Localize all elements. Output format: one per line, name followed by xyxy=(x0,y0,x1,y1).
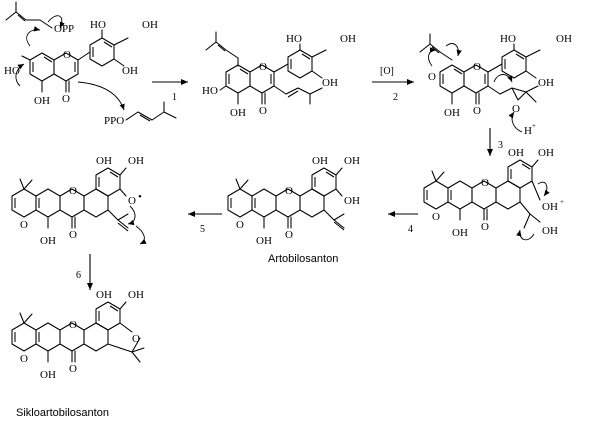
oxonium-charge: + xyxy=(560,198,564,206)
oh-a7-2: HO xyxy=(202,85,218,97)
oh-b4-7: OH xyxy=(128,289,144,301)
epoxide-o: O xyxy=(512,103,520,115)
pyran-o-7: O xyxy=(20,353,28,365)
sikloartobilosanton-label: Sikloartobilosanton xyxy=(16,407,109,419)
step-2-label: 2 xyxy=(393,92,398,103)
step-2-arrow xyxy=(372,66,414,103)
ring-o-4: O xyxy=(481,177,489,189)
ketone-o-4: O xyxy=(481,221,489,233)
ring-o-5: O xyxy=(285,185,293,197)
step-6-arrow xyxy=(76,254,90,290)
oh-b5-3: OH xyxy=(538,77,554,89)
opp-label: OPP xyxy=(54,23,75,35)
oh-b2-3: HO xyxy=(500,33,516,45)
oh-a7: HO xyxy=(4,65,20,77)
ketone-o-7: O xyxy=(69,363,77,375)
o-a7-3: O xyxy=(428,71,436,83)
cyclized-cation-intermediate xyxy=(424,147,564,240)
oh-a5-7: OH xyxy=(40,369,56,381)
artobilosanton-label: Artobilosanton xyxy=(268,253,339,265)
pyran-o-6: O xyxy=(20,219,28,231)
oh-b4: OH xyxy=(142,19,158,31)
oxidant-label: [O] xyxy=(380,66,394,77)
phenoxy-radical-intermediate xyxy=(12,155,144,247)
step-1-label: 1 xyxy=(172,92,177,103)
radical-o: O xyxy=(128,195,136,207)
oh-a5-4: OH xyxy=(452,227,468,239)
step-6-label: 6 xyxy=(76,270,81,281)
step-5-label: 5 xyxy=(200,224,205,235)
oh-b2-6: OH xyxy=(96,155,112,167)
oh-b2-4: OH xyxy=(508,147,524,159)
oh-b4-2: OH xyxy=(340,33,356,45)
oh-a5-2: OH xyxy=(230,107,246,119)
oh-b2-7: OH xyxy=(96,289,112,301)
radical-dot: • xyxy=(138,191,142,203)
oh-a5-5: OH xyxy=(256,235,272,247)
ppo-label: PPO xyxy=(104,115,125,127)
step-4-arrow xyxy=(388,214,418,235)
sikloartobilosanton-structure xyxy=(12,289,144,419)
oh-a5-6: OH xyxy=(40,235,56,247)
oh-b4-6: OH xyxy=(128,155,144,167)
dimethylallyl-pyrophosphate xyxy=(6,2,74,35)
tertiary-oh: OH xyxy=(542,225,558,237)
prenyl-pyrophosphate-lower xyxy=(104,102,176,127)
oh-b2-5: OH xyxy=(312,155,328,167)
pyran-o-4: O xyxy=(432,211,440,223)
step-5-arrow xyxy=(188,214,222,235)
proton-charge: + xyxy=(532,122,536,130)
ketone-o-6: O xyxy=(69,229,77,241)
diprenyl-flavone xyxy=(202,32,356,119)
pyran-o-5: O xyxy=(236,219,244,231)
oxonium-oh: OH xyxy=(542,201,558,213)
ketone-o-3: O xyxy=(473,105,481,117)
ketone-o-5: O xyxy=(285,229,293,241)
oh-b4-3: OH xyxy=(556,33,572,45)
oh-a5-3: OH xyxy=(444,107,460,119)
proton-h: H xyxy=(524,125,532,137)
artobilosanton-structure xyxy=(228,155,360,265)
step-1-arrow xyxy=(152,82,188,103)
ring-o-7: O xyxy=(69,319,77,331)
step-3-label: 3 xyxy=(498,140,503,151)
furan-o: O xyxy=(132,333,140,345)
oh-b5-5: OH xyxy=(344,195,360,207)
ketone-o-2: O xyxy=(259,105,267,117)
oh-b4-5: OH xyxy=(344,155,360,167)
ketone-o: O xyxy=(62,93,70,105)
oh-b2: HO xyxy=(90,19,106,31)
epoxide-intermediate xyxy=(420,33,572,137)
starting-flavone xyxy=(4,2,176,127)
ring-o-6: O xyxy=(69,185,77,197)
ring-o-3: O xyxy=(473,61,481,73)
oh-b2-2: HO xyxy=(286,33,302,45)
oh-b4-4: OH xyxy=(538,147,554,159)
oh-b5: OH xyxy=(122,65,138,77)
ring-o: O xyxy=(63,49,71,61)
step-4-label: 4 xyxy=(408,224,413,235)
oh-a5: OH xyxy=(34,95,50,107)
ring-o-2: O xyxy=(259,61,267,73)
step-3-arrow xyxy=(490,128,503,156)
oh-b5-2: OH xyxy=(322,77,338,89)
